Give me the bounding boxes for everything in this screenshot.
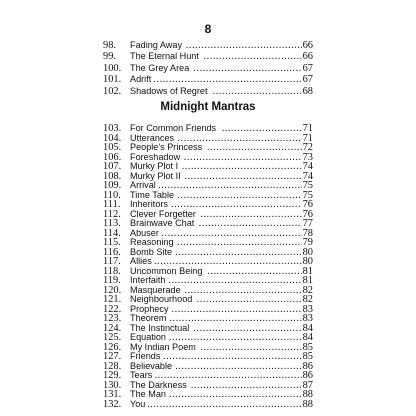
entry-title: Murky Plot II bbox=[130, 170, 181, 182]
toc-entry bbox=[103, 51, 313, 63]
entry-title: Foreshadow bbox=[130, 151, 181, 163]
entry-title: Clever Forgetter bbox=[130, 208, 196, 220]
entry-title: Time Table bbox=[130, 189, 175, 201]
entry-page: 79 bbox=[302, 237, 313, 248]
entry-number: 125. bbox=[103, 332, 122, 343]
entry-number: 102. bbox=[103, 85, 122, 97]
entry-page: 85 bbox=[302, 341, 313, 353]
entry-page: 87 bbox=[302, 379, 313, 391]
entry-page: 72 bbox=[302, 142, 313, 153]
entry-title: Bomb Site bbox=[130, 246, 173, 258]
entry-page: 68 bbox=[302, 85, 313, 97]
entry-page: 67 bbox=[302, 74, 313, 86]
entry-number: 109. bbox=[103, 180, 122, 191]
entry-page: 78 bbox=[302, 227, 313, 239]
entry-title: Tears bbox=[130, 370, 153, 381]
entry-page: 88 bbox=[302, 389, 313, 400]
entry-title: Friends bbox=[130, 351, 161, 362]
entry-page: 76 bbox=[302, 199, 313, 210]
entry-title: Theorem bbox=[130, 313, 167, 324]
entry-number: 105. bbox=[103, 142, 122, 153]
entry-title: The Eternal Hunt bbox=[130, 51, 199, 63]
entry-page: 81 bbox=[302, 275, 313, 286]
entry-title: The Darkness bbox=[130, 379, 187, 391]
toc-entry bbox=[103, 399, 313, 411]
dot-leader bbox=[153, 74, 301, 86]
section-heading: Midnight Mantras bbox=[160, 101, 256, 113]
entry-number: 107. bbox=[103, 161, 122, 172]
entry-number: 122. bbox=[103, 303, 122, 315]
entry-page: 85 bbox=[302, 351, 313, 362]
entry-title: People's Princess bbox=[130, 142, 203, 153]
entry-title: Murky Plot I bbox=[130, 161, 179, 172]
entry-page: 83 bbox=[302, 313, 313, 324]
entry-page: 83 bbox=[302, 303, 313, 315]
entry-title: Reasoning bbox=[130, 237, 174, 248]
entry-title: Allies bbox=[130, 256, 152, 267]
entry-page: 66 bbox=[302, 51, 313, 63]
entry-number: 114. bbox=[103, 227, 121, 239]
entry-number: 120. bbox=[103, 284, 122, 296]
entry-number: 118. bbox=[103, 265, 121, 277]
entry-page: 84 bbox=[302, 332, 313, 343]
entry-number: 108. bbox=[103, 170, 122, 182]
entry-number: 131. bbox=[103, 389, 122, 400]
entry-title: Prophecy bbox=[130, 303, 169, 315]
dot-leader bbox=[204, 51, 302, 63]
entry-number: 115. bbox=[103, 237, 121, 248]
entry-page: 75 bbox=[302, 189, 313, 201]
entry-number: 124. bbox=[103, 322, 122, 334]
entry-number: 117. bbox=[103, 256, 121, 267]
dot-leader bbox=[193, 63, 301, 75]
entry-page: 82 bbox=[302, 284, 313, 296]
entry-page: 77 bbox=[302, 218, 313, 229]
entry-title: Interfaith bbox=[130, 275, 166, 286]
entry-title: The Instinctual bbox=[130, 322, 190, 334]
entry-number: 98. bbox=[103, 40, 116, 51]
entry-page: 73 bbox=[302, 151, 313, 163]
entry-number: 119. bbox=[103, 275, 121, 286]
entry-title: The Grey Area bbox=[130, 62, 190, 74]
entry-page: 80 bbox=[302, 246, 313, 258]
entry-number: 113. bbox=[103, 218, 121, 229]
entry-number: 99. bbox=[103, 51, 116, 63]
entry-number: 112. bbox=[103, 208, 121, 220]
entry-page: 71 bbox=[302, 123, 313, 134]
entry-page: 86 bbox=[302, 370, 313, 381]
entry-title: Shadows of Regret bbox=[130, 85, 208, 97]
dot-leader bbox=[186, 40, 302, 52]
entry-page: 71 bbox=[302, 132, 313, 144]
entry-number: 101. bbox=[103, 74, 122, 86]
entry-title: Masquerade bbox=[130, 284, 181, 296]
toc-entry bbox=[103, 74, 313, 86]
entry-page: 81 bbox=[302, 265, 313, 277]
entry-number: 129. bbox=[103, 370, 122, 381]
entry-number: 121. bbox=[103, 294, 122, 305]
entry-page: 74 bbox=[302, 161, 313, 172]
entry-number: 116. bbox=[103, 246, 121, 258]
entry-title: Arrival bbox=[130, 180, 156, 191]
entry-page: 67 bbox=[302, 62, 313, 74]
entry-title: Neighbourhood bbox=[130, 294, 193, 305]
entry-number: 100. bbox=[103, 62, 122, 74]
dot-leader bbox=[147, 399, 301, 411]
page-number: 8 bbox=[204, 22, 212, 36]
entry-title: Adrift bbox=[130, 74, 152, 86]
entry-page: 75 bbox=[302, 180, 313, 191]
entry-number: 103. bbox=[103, 123, 122, 134]
entry-page: 86 bbox=[302, 360, 313, 372]
entry-title: Utterances bbox=[130, 132, 175, 144]
entry-title: For Common Friends bbox=[130, 123, 217, 134]
entry-title: Believable bbox=[130, 360, 173, 372]
entry-title: Fading Away bbox=[130, 40, 183, 51]
entry-number: 106. bbox=[103, 151, 122, 163]
toc-entry bbox=[103, 86, 313, 98]
entry-number: 110. bbox=[103, 189, 121, 201]
entry-page: 76 bbox=[302, 208, 313, 220]
entry-page: 80 bbox=[302, 256, 313, 267]
toc-entry bbox=[103, 40, 313, 52]
entry-title: My Indian Poem bbox=[130, 341, 196, 353]
entry-page: 66 bbox=[302, 40, 313, 51]
entry-title: Abuser bbox=[130, 227, 159, 239]
entry-number: 127. bbox=[103, 351, 122, 362]
entry-number: 123. bbox=[103, 313, 122, 324]
entry-number: 128. bbox=[103, 360, 122, 372]
entry-page: 82 bbox=[302, 294, 313, 305]
entry-number: 132. bbox=[103, 398, 122, 410]
entry-page: 74 bbox=[302, 170, 313, 182]
entry-title: Equation bbox=[130, 332, 166, 343]
dot-leader bbox=[213, 86, 302, 98]
entry-title: The Man bbox=[130, 389, 166, 400]
entry-number: 104. bbox=[103, 132, 122, 144]
toc-entry bbox=[103, 63, 313, 75]
entry-number: 130. bbox=[103, 379, 122, 391]
entry-page: 88 bbox=[302, 398, 313, 410]
entry-page: 84 bbox=[302, 322, 313, 334]
entry-number: 126. bbox=[103, 341, 122, 353]
entry-title: Uncommon Being bbox=[130, 265, 203, 277]
entry-number: 111. bbox=[103, 199, 121, 210]
entry-title: Inheritors bbox=[130, 199, 168, 210]
entry-title: You bbox=[130, 398, 146, 410]
entry-title: Brainwave Chat bbox=[130, 218, 195, 229]
